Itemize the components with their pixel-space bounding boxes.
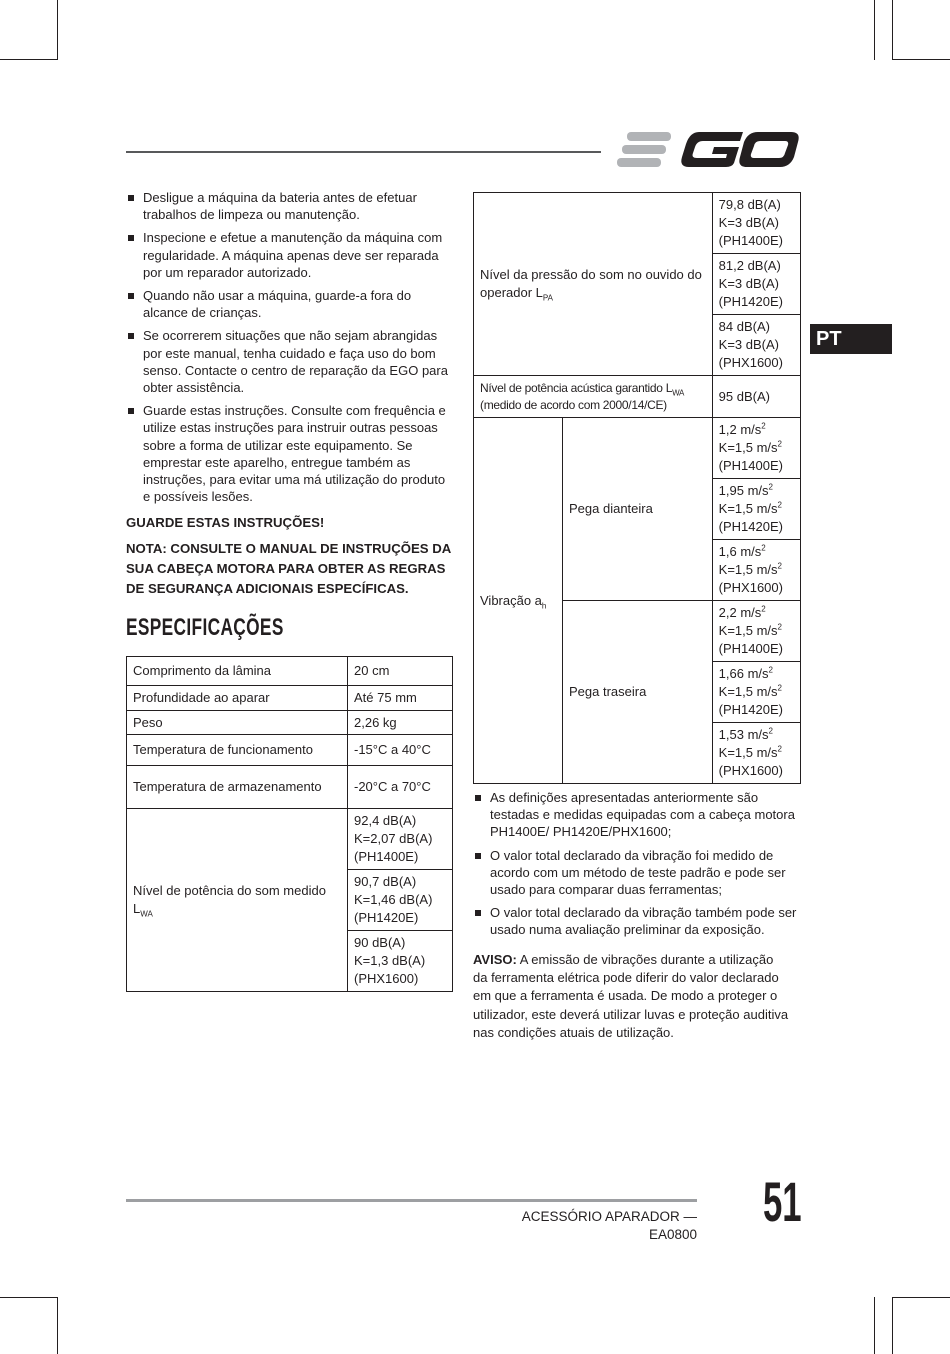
value-line [719, 744, 794, 762]
value-line: (PH1400E) [354, 849, 419, 864]
spec-label: Peso [127, 711, 348, 735]
spec-value: 2,26 kg [348, 711, 453, 735]
list-item: Quando não usar a máquina, guarde-a fora do alcance de crianças. [126, 287, 454, 321]
value-line [719, 622, 794, 640]
footer-text: ACESSÓRIO APARADOR — EA0800 [521, 1209, 697, 1242]
vib-value: 1,2 [718, 422, 737, 437]
k-value: K=1,5 m/s [718, 745, 778, 760]
k-value: K=1,5 m/s [718, 623, 778, 638]
spec-value [712, 601, 800, 662]
value-line: (PH1400E) [718, 233, 783, 248]
unit: m/s [743, 483, 769, 498]
front-handle-label: Pega dianteira [563, 418, 713, 601]
vibration-label-text: Vibração a [480, 592, 542, 608]
spec-value [712, 479, 800, 540]
value-line: (PHX1600) [718, 580, 783, 595]
vib-value: 1,53 [718, 727, 744, 742]
value-line: 90 dB(A) [354, 935, 406, 950]
value-line: (PH1420E) [718, 294, 783, 309]
unit-exponent: 2 [777, 744, 782, 754]
vib-value: 2,2 [718, 605, 737, 620]
spec-value: -15°C a 40°C [348, 735, 453, 766]
value-line: 84 dB(A) [718, 319, 770, 334]
unit-exponent: 2 [768, 726, 773, 736]
spec-value: 95 dB(A) [712, 376, 800, 418]
spec-value: -20°C a 70°C [348, 766, 453, 809]
list-item: Desligue a máquina da bateria antes de efetuar trabalhos de limpeza ou manutenção. [126, 189, 454, 223]
unit: m/s [743, 666, 769, 681]
list-item: Inspecione e efetue a manutenção da máquina com regularidade. A máquina apenas deve ser reparada por um reparador autorizado. [126, 229, 454, 281]
value-line: K=3 dB(A) [718, 337, 779, 352]
value-line [719, 665, 794, 683]
list-item: As definições apresentadas anteriormente são testadas e medidas equipadas com a cabeça motora PH1400E/ PH1420E/PHX1600; [473, 789, 803, 841]
spec-value [712, 418, 800, 479]
value-line: (PHX1600) [354, 971, 419, 986]
value-line: (PH1420E) [718, 702, 783, 717]
language-tab-label: PT [816, 328, 842, 350]
value-line: 81,2 dB(A) [718, 258, 781, 273]
guaranteed-label [474, 376, 713, 418]
value-line: (PH1400E) [718, 458, 783, 473]
unit-exponent: 2 [761, 604, 766, 614]
crop-mark [892, 1297, 950, 1298]
list-item: Guarde estas instruções. Consulte com frequência e utilize estas instruções para instruir outras pessoas sobre a forma de utilizar este equipamento. Se emprestar este aparelho, entregue também as instruções, para evitar uma má utilização do produto e possíveis lesões. [126, 402, 454, 505]
crop-mark [892, 59, 950, 60]
value-line: K=1,46 dB(A) [354, 892, 433, 907]
spec-value: Até 75 mm [348, 686, 453, 711]
pressure-label-text: Nível da pressão do som no ouvido do operador L [480, 267, 702, 300]
value-line [719, 543, 794, 561]
spec-value [348, 870, 453, 931]
crop-mark [892, 1297, 893, 1354]
maintenance-bullet-list [126, 189, 454, 511]
table-row [127, 766, 453, 809]
k-value: K=1,5 m/s [718, 501, 778, 516]
unit-exponent: 2 [777, 500, 782, 510]
crop-mark [892, 0, 893, 60]
value-line: (PHX1600) [718, 763, 783, 778]
value-line: K=2,07 dB(A) [354, 831, 433, 846]
list-item: O valor total declarado da vibração foi medido de acordo com um método de teste padrão e pode ser usado para comparar duas ferramentas; [473, 847, 803, 899]
spec-value [712, 723, 800, 784]
value-line: (PH1400E) [718, 641, 783, 656]
aviso-label: AVISO: [473, 952, 517, 967]
unit-exponent: 2 [761, 543, 766, 553]
guaranteed-line-2: (medido de acordo com 2000/14/CE) [480, 397, 667, 412]
unit: m/s [736, 544, 762, 559]
unit-exponent: 2 [777, 622, 782, 632]
vib-value: 1,66 [718, 666, 744, 681]
table-row [127, 735, 453, 766]
unit-exponent: 2 [768, 665, 773, 675]
k-value: K=1,5 m/s [718, 562, 778, 577]
sound-power-label-text: Nível de potência do som medido L [133, 883, 326, 916]
guaranteed-label-text: Nível de potência acústica garantido L [480, 380, 673, 395]
vib-value: 1,95 [718, 483, 744, 498]
value-line: (PH1420E) [718, 519, 783, 534]
value-line: 79,8 dB(A) [718, 197, 781, 212]
spec-table-left [126, 656, 453, 992]
value-line [719, 439, 794, 457]
value-line [719, 726, 794, 744]
footer-rule [126, 1199, 697, 1202]
unit: m/s [736, 605, 762, 620]
sound-power-sub: WA [140, 909, 153, 919]
header-rule [126, 151, 601, 153]
value-line [719, 421, 794, 439]
value-line [719, 482, 794, 500]
sound-power-label [127, 809, 348, 992]
spec-value [712, 662, 800, 723]
spec-value [348, 809, 453, 870]
guarde-heading: GUARDE ESTAS INSTRUÇÕES! [126, 515, 325, 530]
crop-mark [57, 0, 58, 60]
spec-title: ESPECIFICAÇÕES [126, 614, 284, 641]
table-row [127, 711, 453, 735]
crop-mark [874, 0, 875, 60]
guaranteed-sub: WA [672, 387, 685, 397]
value-line [719, 604, 794, 622]
table-row [474, 418, 801, 479]
language-tab [810, 324, 892, 354]
vibration-sub: h [541, 601, 547, 611]
table-row [474, 376, 801, 418]
value-line: 90,7 dB(A) [354, 874, 417, 889]
unit-exponent: 2 [777, 683, 782, 693]
spec-value [348, 931, 453, 992]
unit-exponent: 2 [761, 421, 766, 431]
ego-logo-graphic [617, 129, 801, 171]
k-value: K=1,5 m/s [718, 440, 778, 455]
aviso-text: A emissão de vibrações durante a utilização da ferramenta elétrica pode diferir do valor declarado em que a ferramenta é usada. De modo a proteger o utilizador, este deverá utilizar luvas e proteção auditiva nas condições atuais de utilização. [473, 952, 789, 1040]
spec-label: Profundidade ao aparar [127, 686, 348, 711]
value-line: K=1,3 dB(A) [354, 953, 426, 968]
unit-exponent: 2 [777, 561, 782, 571]
spec-value [712, 254, 800, 315]
guaranteed-line-1 [480, 380, 706, 397]
ego-logo [617, 129, 801, 176]
spec-table-right [473, 192, 801, 784]
spec-value [712, 193, 800, 254]
crop-mark [0, 1297, 58, 1298]
table-row [127, 657, 453, 686]
nota-heading: NOTA: CONSULTE O MANUAL DE INSTRUÇÕES DA SUA CABEÇA MOTORA PARA OBTER AS REGRAS DE SEGURANÇA ADICIONAIS ESPECÍFICAS. [126, 541, 451, 596]
value-line: (PHX1600) [718, 355, 783, 370]
value-line: 92,4 dB(A) [354, 813, 417, 828]
pressure-label [474, 193, 713, 376]
unit: m/s [736, 422, 762, 437]
page-number: 51 [763, 1170, 802, 1233]
vibration-label [474, 418, 563, 784]
spec-value: 20 cm [348, 657, 453, 686]
vib-value: 1,6 [718, 544, 737, 559]
pressure-sub: PA [542, 293, 553, 303]
unit: m/s [743, 727, 769, 742]
value-line: (PH1420E) [354, 910, 419, 925]
list-item: O valor total declarado da vibração também pode ser usado numa avaliação preliminar da exposição. [473, 904, 803, 938]
value-line: K=3 dB(A) [718, 276, 779, 291]
table-row [127, 809, 453, 870]
unit-exponent: 2 [777, 439, 782, 449]
spec-label: Comprimento da lâmina [127, 657, 348, 686]
crop-mark [0, 59, 58, 60]
value-line [719, 500, 794, 518]
value-line [719, 683, 794, 701]
spec-label: Temperatura de armazenamento [127, 766, 348, 809]
spec-value [712, 540, 800, 601]
table-row [474, 193, 801, 254]
crop-mark [874, 1297, 875, 1354]
unit-exponent: 2 [768, 482, 773, 492]
crop-mark [57, 1297, 58, 1354]
value-line [719, 561, 794, 579]
aviso-paragraph [473, 951, 791, 1042]
notes-bullet-list [473, 789, 803, 945]
spec-label: Temperatura de funcionamento [127, 735, 348, 766]
rear-handle-label: Pega traseira [563, 601, 713, 784]
value-line: K=3 dB(A) [718, 215, 779, 230]
list-item: Se ocorrerem situações que não sejam abrangidas por este manual, tenha cuidado e faça uso do bom senso. Contacte o centro de reparação da EGO para obter assistência. [126, 327, 454, 396]
table-row [127, 686, 453, 711]
spec-value [712, 315, 800, 376]
k-value: K=1,5 m/s [718, 684, 778, 699]
